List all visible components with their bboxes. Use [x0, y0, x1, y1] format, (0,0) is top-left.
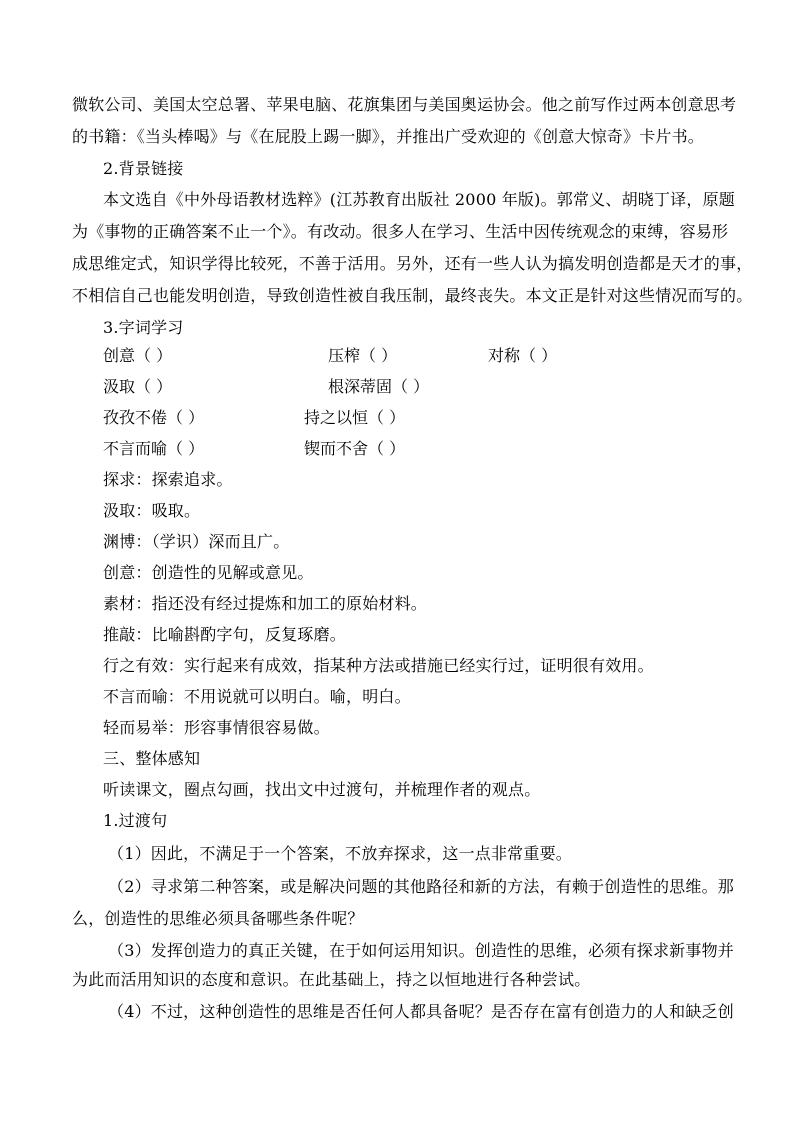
vocab-fill-blank: 创意（ ） [103, 346, 173, 365]
transition-sentence-2: （2）寻求第二种答案，或是解决问题的其他路径和新的方法，有赖于创造性的思维。那 [108, 877, 734, 896]
definition-item: 汲取：吸取。 [103, 501, 201, 520]
vocabulary-heading: 3.字词学习 [103, 318, 184, 337]
vocab-fill-blank: 孜孜不倦（ ） [103, 408, 205, 427]
definition-item: 渊博：（学识）深而且广。 [103, 532, 290, 551]
background-line-1: 本文选自《中外母语教材选粹》(江苏教育出版社 2000 年版)。郭常义、胡晓丁译，原题 [103, 190, 735, 209]
vocab-fill-blank: 根深蒂固（ ） [328, 377, 430, 396]
definition-item: 创意：创造性的见解或意见。 [103, 563, 314, 582]
transition-sentence-4: （4）不过，这种创造性的思维是否任何人都具备呢？是否存在富有创造力的人和缺乏创 [108, 1002, 734, 1021]
background-line-4: 不相信自己也能发明创造，导致创造性被自我压制，最终丧失。本文正是针对这些情况而写的。 [72, 286, 753, 305]
definition-item: 轻而易举：形容事情很容易做。 [103, 718, 330, 737]
vocab-fill-blank: 汲取（ ） [103, 377, 173, 396]
definition-item: 不言而喻：不用说就可以明白。喻，明白。 [103, 687, 411, 706]
overview-instruction: 听读课文，圈点勾画，找出文中过渡句，并梳理作者的观点。 [103, 780, 541, 799]
definition-item: 推敲：比喻斟酌字句，反复琢磨。 [103, 625, 347, 644]
background-heading: 2.背景链接 [103, 159, 184, 178]
intro-line-2: 的书籍：《当头棒喝》与《在屁股上踢一脚》，并推出广受欢迎的《创意大惊奇》卡片书。 [72, 127, 705, 146]
definition-item: 探求：探索追求。 [103, 470, 233, 489]
transition-subheading: 1.过渡句 [103, 811, 168, 830]
vocab-fill-blank: 不言而喻（ ） [103, 439, 205, 458]
transition-sentence-3-cont: 为此而活用知识的态度和意识。在此基础上，持之以恒地进行各种尝试。 [72, 970, 591, 989]
definition-item: 行之有效：实行起来有成效，指某种方法或措施已经实行过，证明很有效用。 [103, 656, 654, 675]
vocab-fill-blank: 压榨（ ） [328, 346, 398, 365]
transition-sentence-3: （3）发挥创造力的真正关键，在于如何运用知识。创造性的思维，必须有探求新事物并 [108, 941, 734, 960]
transition-sentence-2-cont: 么，创造性的思维必须具备哪些条件呢？ [72, 909, 364, 928]
background-line-3: 成思维定式，知识学得比较死，不善于活用。另外，还有一些人认为搞发明创造都是天才的事， [72, 254, 753, 273]
vocab-fill-blank: 持之以恒（ ） [304, 408, 406, 427]
vocab-fill-blank: 锲而不舍（ ） [304, 439, 406, 458]
overview-heading: 三、整体感知 [103, 749, 201, 768]
vocab-fill-blank: 对称（ ） [488, 346, 558, 365]
definition-item: 素材：指还没有经过提炼和加工的原始材料。 [103, 594, 428, 613]
intro-line-1: 微软公司、美国太空总署、苹果电脑、花旗集团与美国奥运协会。他之前写作过两本创意思考 [72, 95, 737, 114]
background-line-2: 为《事物的正确答案不止一个》。有改动。很多人在学习、生活中因传统观念的束缚，容易形 [72, 222, 729, 241]
transition-sentence-1: （1）因此，不满足于一个答案，不放弃探求，这一点非常重要。 [108, 844, 572, 863]
